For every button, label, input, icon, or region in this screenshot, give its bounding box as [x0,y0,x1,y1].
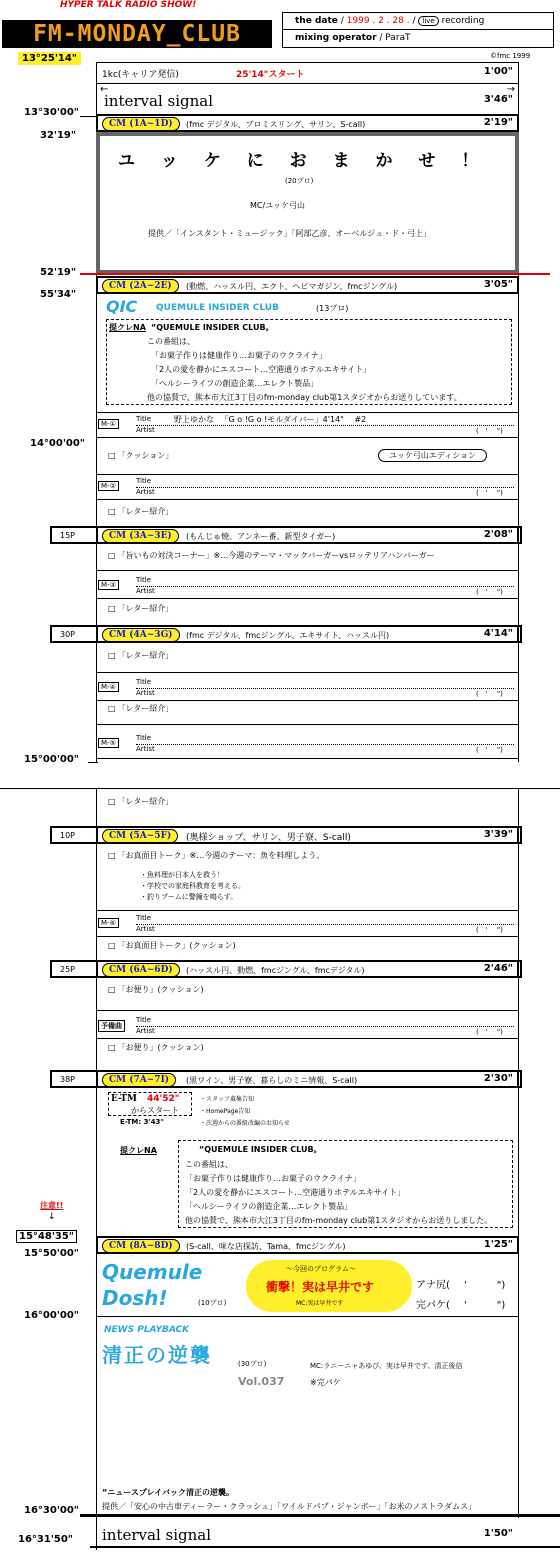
news-kanpake: ※完パケ [310,1378,341,1387]
cm8-label: CM (8A~8D) [102,1239,180,1253]
m1-title-label: Title [136,415,152,423]
cm2-duration: 3'05" [483,279,513,290]
etm-note-2-text: 次週からの番組改編のお知らせ [206,1120,290,1127]
time-1400: 14°00'00" [30,438,86,449]
m4-quotes: ( ' ") [476,690,503,698]
ana-label: アナ尻( [416,1280,450,1291]
m4-num: M-④ [98,682,119,692]
time-163150: 16°31'50" [18,1534,74,1545]
etm-note-0-text: スタッフ募集告知 [206,1096,255,1103]
m1-quotes: ( ' ") [476,427,503,435]
bullet-0-text: 魚料理が日本人を救う！ [147,871,224,879]
cm8-row [96,1236,519,1254]
cm8-desc: (S-call、味な店探訪、Tama、fmcジングル) [186,1242,346,1251]
qic-pro: (13プロ) [316,304,349,313]
time-1500: 15°00'00" [24,754,80,765]
m2-quotes: ( ' ") [476,489,503,497]
cushion-label: □ 「クッション」 [108,450,173,461]
time-1630: 16°30'00" [24,1505,80,1516]
m3-num: M-③ [98,580,119,590]
news-block [96,1317,519,1513]
dosh-mc: MC:実は早井です [296,1300,344,1307]
etm-note-1-text: HomePage告知 [206,1108,251,1115]
m2-title-label: Title [136,477,152,485]
qic-name: QUEMULE INSIDER CLUB [156,303,279,313]
cm8-duration: 1'25" [483,1239,513,1250]
kan-label: 完パケ( [416,1300,450,1311]
qic-line-0: この番組は、 [147,337,195,346]
cm7-row [96,1070,519,1088]
p15-label: 15P [60,531,76,540]
qic-line-1: 「お菓子作りは健康作り…お菓子のウクライナ」 [151,351,327,360]
cm2-row [96,276,519,294]
time-3219: 32'19" [40,130,77,141]
cm1-desc: (fmc デジタル、プロミスリング、サリン、S-call) [186,120,366,129]
interval-row-2 [96,1520,519,1548]
yobi-num: 予備曲 [98,1020,125,1032]
qic2-na-box [178,1140,513,1228]
yobi-artist-label: Artist [136,1027,155,1035]
yukke-mc: MC/ユッケ弓山 [250,201,306,210]
m5-row [96,732,519,756]
start-time: 13°25'14" [18,52,81,65]
interval-duration: 3'46" [483,94,513,105]
kan-quotes: ' ") [464,1300,506,1311]
omoshiro-cushion: □ 「お真面目トーク」(クッション) [108,940,236,951]
bullet-0: ・魚料理が日本人を救う！ [140,871,224,879]
m5-artist-label: Artist [136,745,155,753]
dosh-headline-bubble [246,1260,412,1312]
m6-artist-label: Artist [136,925,155,933]
m1-num: M-① [98,419,119,429]
etm-label: E-TM [111,1094,137,1104]
cm5-row [96,826,519,844]
qic2-line-3: 「ヘルシーライフの創造企業…エレクト製品」 [185,1202,353,1211]
qic-line-4: 他の協賛で、熊本市大江3丁目のfm-monday club第1スタジオからお送りしています。 [147,393,462,402]
caution-label: 注意!! [40,1201,64,1210]
qic-line-2: 「2人の愛を静かにエスコート…空港通りホテルエキサイト」 [151,365,372,374]
news-title: 清正の逆襲 [102,1343,212,1367]
m6-quotes: ( ' ") [476,926,503,934]
m1-artist-label: Artist [136,426,155,434]
time-1600: 16°00'00" [24,1310,80,1321]
p30-label: 30P [60,630,76,639]
m5-quotes: ( ' ") [476,746,503,754]
cm1-label: CM (1A~1D) [102,117,180,131]
dosh-program-note: ～今回のプログラム～ [286,1265,356,1273]
qic2-na-label: 提クレNA [120,1146,157,1155]
mixing-value: ParaT [385,33,411,43]
recording-label: recording [441,16,485,26]
time-5534: 55'34" [40,289,77,300]
bullet-1-text: 学校での家庭科教育を考える。 [147,882,245,890]
cm6-label: CM (6A~6D) [102,963,180,977]
etm-time: 44'52" [147,1094,180,1104]
letter-5: □ 「レター紹介」 [108,796,173,807]
qic-na-box [106,319,512,405]
qic-na-title: “QUEMULE INSIDER CLUB。 [151,323,274,332]
row-1kc [96,62,519,82]
yukke-title: ユ ッ ケ に お ま か せ ！ [118,151,489,171]
m4-row [96,676,519,700]
news-sponsor: 提供／「安心の中古車ディーラー・クラッシュ」「ワイルドパブ・ジャンボー」「お米のノストラダムス」 [102,1502,477,1511]
cm5-label: CM (5A~5F) [102,829,178,843]
bullet-1: ・学校での家庭科教育を考える。 [140,882,245,890]
news-pro: (30プロ) [238,1360,267,1368]
qic-logo: QIC [106,297,138,316]
yukke-pro: (20プロ) [285,177,314,185]
time-5219: 52'19" [40,267,77,278]
letter-4: □ 「レター紹介」 [108,703,173,714]
news-na: “ニュースプレイバック清正の逆襲。 [102,1488,234,1497]
dosh-title-1: Quemule [102,1260,203,1284]
cm2-label: CM (2A~2E) [102,279,179,293]
umai-row: □ 「旨いもの対決コーナー」※…今週のテーマ・マックバーガーvsロッテリアハンバーガー [108,550,435,561]
cm4-label: CM (4A~3G) [102,628,180,642]
m1-row [96,413,519,437]
time-154835: 15°48'35" [16,1230,77,1243]
qic2-line-0: この番組は、 [185,1160,233,1169]
cm4-desc: (fmc デジタル、fmcジングル、エキサイト、ハッスル円) [186,631,390,640]
letter-3: □ 「レター紹介」 [108,650,173,661]
header-box: the date / 1999 . 2 . 28 . / live recording mixing operator / ParaT [282,12,554,48]
m2-artist-label: Artist [136,488,155,496]
news-mc: MC:ラニーニャあゆび、実は早井です、清正後信 [310,1362,463,1370]
1kc-label: 1kc(キャリア発信) [102,70,179,80]
qic-na-label: 提クレNA [109,323,146,332]
etm-start: からスタート [131,1106,179,1115]
cm6-desc: (ハッスル円、動燃、fmcジングル、fmcデジタル) [186,966,365,975]
m3-artist-label: Artist [136,587,155,595]
cm1-duration: 2'19" [483,117,513,128]
divider-red [80,273,550,275]
dosh-pro: (10プロ) [198,1299,227,1307]
interval-label: interval signal [104,92,214,110]
cm1-row [96,114,519,132]
1kc-note: 25'14"スタート [236,70,305,80]
cm6-row [96,960,519,978]
news-label: NEWS PLAYBACK [104,1325,190,1335]
cm2-desc: (動燃、ハッスル円、エクト、ヘビマガジン、fmcジングル) [186,282,398,291]
cm3-label: CM (3A~3E) [102,529,179,543]
m6-row [96,912,519,936]
p25-label: 25P [60,965,76,974]
qic2-line-4: 他の協賛で、熊本市大江3丁目のfm-monday club第1スタジオからお送りしました。 [185,1216,493,1225]
m1-title: 野上ゆかな 「G o !G o !モルダイバー」4'14" #2 [174,415,367,424]
bullet-2-text: 釣りブームに警鐘を鳴らす。 [147,893,238,901]
etm-length: E-TM: 3'43" [120,1118,165,1126]
okuri-2: □ 「お便り」(クッション) [108,1042,204,1053]
etm-box [108,1092,192,1116]
p10-label: 10P [60,831,76,840]
time-1330: 13°30'00" [24,107,80,118]
m5-title-label: Title [136,734,152,742]
interval-row-1: ← → interval signal 3'46" [100,84,515,110]
cm6-duration: 2'46" [483,963,513,974]
letter-2: □ 「レター紹介」 [108,603,173,614]
qic2-na-title: “QUEMULE INSIDER CLUB。 [199,1145,322,1154]
caution-arrow: ↓ [48,1212,56,1222]
m2-row [96,475,519,499]
m3-title-label: Title [136,576,152,584]
live-badge: live [418,16,438,26]
m2-num: M-② [98,481,119,491]
interval2-duration: 1'50" [483,1528,513,1539]
cushion-row [96,448,519,464]
m4-title-label: Title [136,678,152,686]
yobi-quotes: ( ' ") [476,1028,503,1036]
interval2-label: interval signal [102,1526,212,1544]
etm-note-0: ・スタッフ募集告知 [200,1096,255,1103]
date-value: 1999 . 2 . 28 . [346,16,410,26]
1kc-duration: 1'00" [483,66,513,77]
cm7-duration: 2'30" [483,1073,513,1084]
mixing-label: mixing operator [295,33,377,43]
cm5-duration: 3'39" [483,829,513,840]
qic2-line-2: 「2人の愛を静かにエスコート…空港通りホテルエキサイト」 [185,1188,406,1197]
yobi-row [96,1014,519,1038]
etm-note-2: ・次週からの番組改編のお知らせ [200,1120,290,1127]
yukke-sponsor: 提供／「インスタント・ミュージック」「阿部乙彦、オーベルジュ・ド・弓上」 [148,229,432,238]
m3-quotes: ( ' ") [476,588,503,596]
time-1550: 15°50'00" [24,1248,80,1259]
letter-1: □ 「レター紹介」 [108,506,173,517]
cm4-row [96,625,519,643]
cm5-desc: (奥様ショップ、サリン、男子寮、S-call) [186,833,351,843]
okuri-1: □ 「お便り」(クッション) [108,984,204,995]
yukke-block [96,132,519,274]
yobi-title-label: Title [136,1016,152,1024]
bullet-2: ・釣りブームに警鐘を鳴らす。 [140,893,238,901]
m4-artist-label: Artist [136,689,155,697]
cm7-label: CM (7A~7I) [102,1073,176,1087]
cm3-duration: 2'08" [483,529,513,540]
qic2-line-1: 「お菓子作りは健康作り…お菓子のウクライナ」 [185,1174,361,1183]
date-label: the date [295,16,338,26]
cm3-desc: (もんじゅ焼、アンネー番、新型タイガー) [186,532,336,541]
etm-note-1: ・HomePage告知 [200,1108,251,1115]
omoshiro-row: □ 「お真面目トーク」※…今週のテーマ：魚を料理しよう。 [108,850,324,861]
m6-title-label: Title [136,914,152,922]
p38-label: 38P [60,1075,76,1084]
news-vol: Vol.037 [238,1375,285,1388]
m6-num: M-⑥ [98,918,119,928]
cm7-desc: (黒ワイン、男子寮、暮らしのミニ情報、S-call) [186,1076,358,1085]
dosh-headline: 衝撃！実は早井です [266,1280,375,1294]
ana-quotes: ' ") [464,1280,506,1291]
m3-row [96,574,519,598]
tagline: HYPER TALK RADIO SHOW! [60,0,197,10]
cm3-row [96,526,519,544]
qic-block [96,295,519,410]
dosh-title-2: Dosh! [102,1286,168,1310]
m5-num: M-⑤ [98,738,119,748]
cm4-duration: 4'14" [483,628,513,639]
qic-line-3: 「ヘルシーライフの創造企業…エレクト製品」 [151,379,319,388]
copyright: ©fmc 1999 [490,52,531,60]
yukke-edition: ユッケ弓山エディション [378,449,487,462]
dosh-block [96,1256,519,1316]
logo: FM-MONDAY_CLUB [2,20,272,48]
